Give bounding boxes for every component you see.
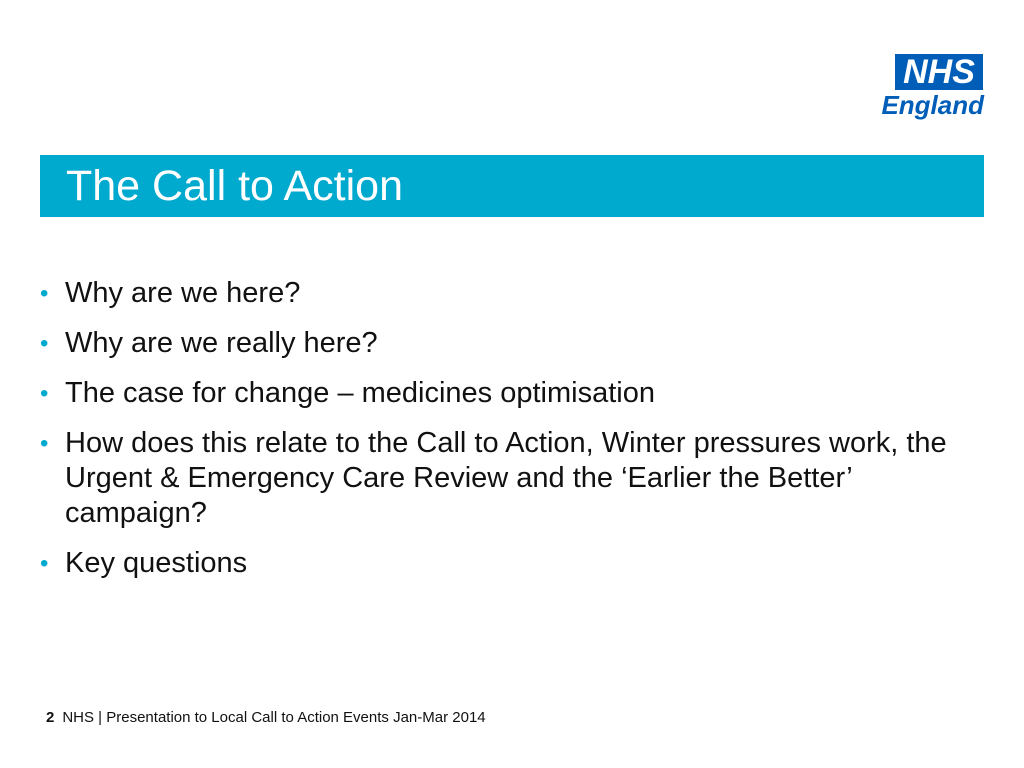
bullet-marker: •: [40, 330, 49, 357]
slide-footer: [46, 708, 486, 728]
bullet-text: Why are we really here?: [65, 327, 378, 359]
bullet-text: The case for change – medicines optimisation: [65, 377, 655, 409]
bullet-item: [40, 276, 990, 311]
bullet-item: [40, 546, 990, 581]
bullet-marker: •: [40, 380, 49, 407]
slide-title: The Call to Action: [66, 162, 404, 210]
nhs-england-logo: [872, 54, 984, 122]
bullet-text: Key questions: [65, 547, 248, 579]
nhs-logo-subtitle: England: [881, 90, 984, 120]
page-number: 2: [46, 709, 55, 726]
bullet-item: [40, 376, 990, 411]
nhs-logo-box: NHS: [895, 54, 983, 90]
bullet-list: [40, 276, 990, 596]
footer-text: NHS | Presentation to Local Call to Action Events Jan-Mar 2014: [62, 709, 486, 726]
title-bar: [40, 155, 984, 217]
bullet-item: [40, 326, 990, 361]
bullet-marker: •: [40, 430, 49, 457]
bullet-text: Why are we here?: [65, 277, 301, 309]
bullet-text: How does this relate to the Call to Action, Winter pressures work, the Urgent & Emergency Care Review and the ‘Earlier the Better’ campaign?: [65, 427, 947, 529]
bullet-marker: •: [40, 550, 49, 577]
bullet-item: [40, 426, 990, 531]
bullet-marker: •: [40, 280, 49, 307]
